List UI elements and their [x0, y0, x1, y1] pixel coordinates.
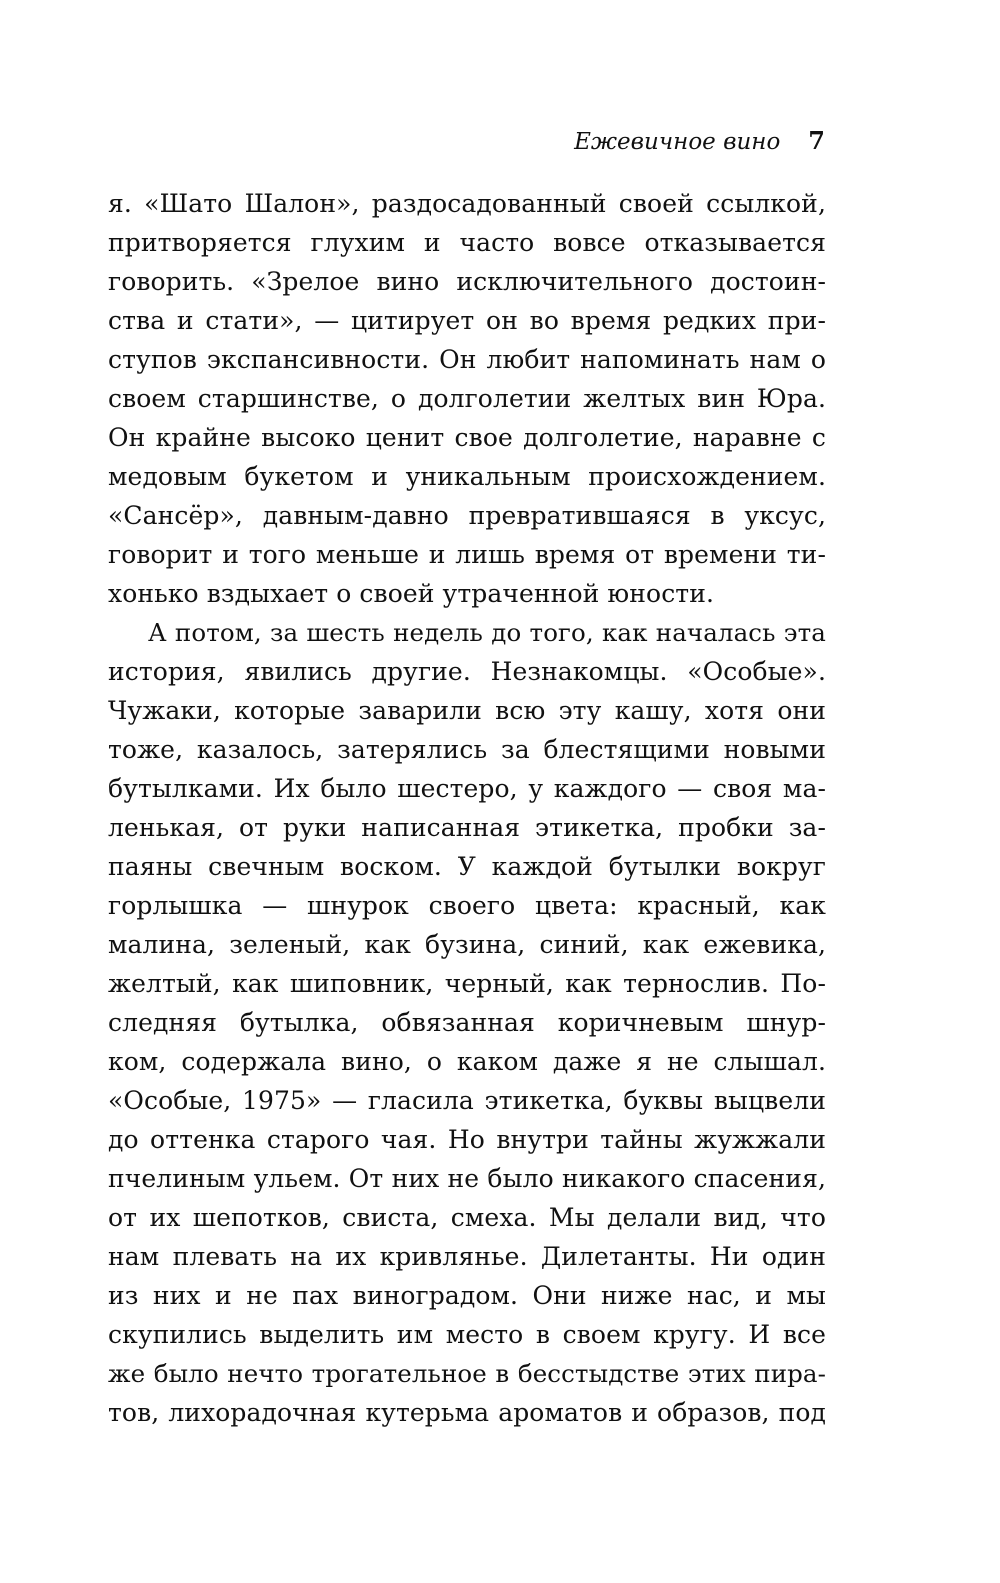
text-line: от их шепотков, свиста, смеха. Мы делали вид, что — [108, 1203, 826, 1232]
body-text — [108, 184, 826, 1432]
text-line: ленькая, от руки написанная этикетка, пробки за- — [108, 813, 826, 842]
text-line: следняя бутылка, обвязанная коричневым шнур- — [108, 1008, 826, 1037]
text-line: малина, зеленый, как бузина, синий, как ежевика, — [108, 930, 826, 959]
text-line: говорит и того меньше и лишь время от времени ти- — [108, 540, 826, 569]
text-line: своем старшинстве, о долголетии желтых вин Юра. — [108, 384, 826, 413]
text-line: желтый, как шиповник, черный, как тернослив. По- — [108, 969, 826, 998]
running-header — [175, 126, 825, 166]
text-line: ком, содержала вино, о каком даже я не слышал. — [108, 1047, 826, 1076]
text-line: нам плевать на их кривлянье. Дилетанты. Ни один — [108, 1242, 826, 1271]
text-line: до оттенка старого чая. Но внутри тайны жужжали — [108, 1125, 826, 1154]
text-line: притворяется глухим и часто вовсе отказывается — [108, 228, 826, 257]
text-line: А потом, за шесть недель до того, как началась эта — [148, 618, 826, 647]
text-line: хонько вздыхает о своей утраченной юности. — [108, 579, 715, 608]
running-title: Ежевичное вино — [574, 129, 781, 155]
text-line: медовым букетом и уникальным происхождением. — [108, 462, 826, 491]
text-line: Он крайне высоко ценит свое долголетие, наравне с — [108, 423, 826, 452]
text-line: я. «Шато Шалон», раздосадованный своей ссылкой, — [108, 189, 826, 218]
text-line: паяны свечным воском. У каждой бутылки вокруг — [108, 852, 826, 881]
text-line: тоже, казалось, затерялись за блестящими новыми — [108, 735, 826, 764]
text-line: история, явились другие. Незнакомцы. «Особые». — [108, 657, 826, 686]
text-line: «Сансёр», давным-давно превратившаяся в уксус, — [108, 501, 826, 530]
text-line: тов, лихорадочная кутерьма ароматов и образов, под — [108, 1398, 826, 1427]
paragraph-2 — [108, 613, 826, 1432]
text-line: Чужаки, которые заварили всю эту кашу, хотя они — [108, 696, 826, 725]
text-line: пчелиным ульем. От них не было никакого спасения, — [108, 1164, 826, 1193]
text-line: бутылками. Их было шестеро, у каждого — своя ма- — [108, 774, 826, 803]
text-line: говорить. «Зрелое вино исключительного достоин- — [108, 267, 826, 296]
text-line: ступов экспансивности. Он любит напоминать нам о — [108, 345, 826, 374]
text-line: же было нечто трогательное в бесстыдстве этих пира- — [108, 1359, 826, 1388]
text-line: из них и не пах виноградом. Они ниже нас, и мы — [108, 1281, 826, 1310]
text-line: скупились выделить им место в своем кругу. И все — [108, 1320, 826, 1349]
text-line: «Особые, 1975» — гласила этикетка, буквы выцвели — [108, 1086, 826, 1115]
text-line: горлышка — шнурок своего цвета: красный, как — [108, 891, 826, 920]
paragraph-1 — [108, 184, 826, 613]
page-number: 7 — [808, 126, 825, 155]
text-line: ства и стати», — цитирует он во время редких при- — [108, 306, 826, 335]
